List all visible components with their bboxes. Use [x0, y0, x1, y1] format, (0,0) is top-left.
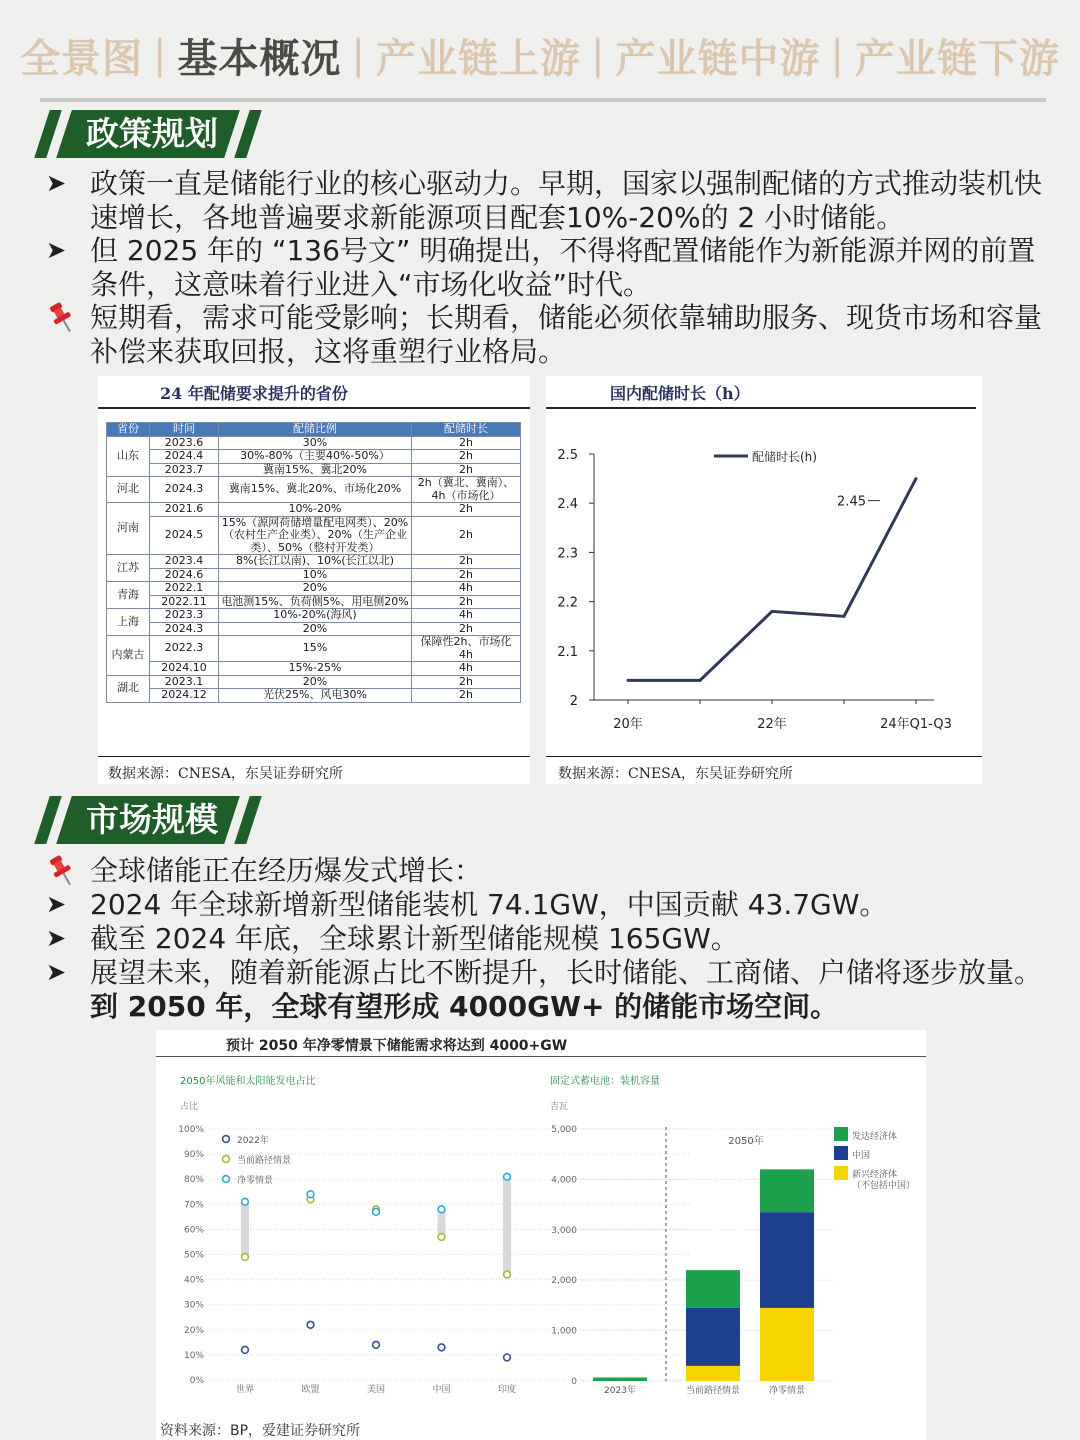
table-row [107, 609, 521, 623]
ratio-cell: 30% [219, 436, 412, 450]
province-requirements-panel [98, 376, 530, 784]
bar-y-tick-label: 0 [571, 1377, 577, 1387]
province-cell: 上海 [107, 609, 150, 636]
section-title-text: 政策规划 [86, 114, 218, 153]
nav-divider [40, 98, 1046, 102]
time-cell: 2023.1 [150, 675, 219, 689]
pushpin-icon [46, 854, 76, 888]
province-cell: 青海 [107, 582, 150, 609]
time-cell: 2023.4 [150, 555, 219, 569]
paragraph-normal-text: 展望未来，随着新能源占比不断提升，长时储能、工商储、户储将逐步放量。 [90, 956, 1043, 989]
table-row [107, 622, 521, 636]
paragraph-text [90, 956, 1050, 1023]
ratio-cell: 10%-20% [219, 503, 412, 517]
scatter-y-tick-label: 60% [183, 1225, 204, 1236]
duration-cell: 2h [412, 450, 521, 464]
scatter-range-bar [503, 1177, 511, 1275]
paragraph-text: 全球储能正在经历爆发式增长： [90, 854, 483, 887]
scatter-legend-marker [223, 1156, 230, 1163]
arrow-bullet-icon: ➤ [46, 169, 67, 197]
scatter-point [438, 1344, 445, 1351]
legend-label: 配储时长(h) [752, 450, 817, 464]
duration-point [699, 679, 702, 682]
scatter-y-tick-label: 0% [189, 1376, 204, 1386]
ratio-cell: 冀南15%、冀北20% [219, 463, 412, 477]
scatter-y-tick-label: 20% [183, 1325, 204, 1336]
province-cell: 湖北 [107, 675, 150, 702]
ratio-cell: 15%（源网荷储增量配电网类）、20%（农村生产企业类）、20%（生产企业类）、50%（整村开发类） [219, 516, 412, 555]
arrow-bullet-icon: ➤ [46, 924, 67, 952]
scatter-point [438, 1206, 445, 1213]
bar-legend-label [852, 1168, 915, 1191]
time-cell: 2024.3 [150, 622, 219, 636]
nav-item-overview[interactable]: 全景图 [20, 35, 144, 82]
pushpin-icon [46, 301, 76, 335]
scatter-x-tick-label: 世界 [235, 1385, 255, 1395]
duration-cell: 2h（冀北、冀南）、4h（市场化） [412, 477, 521, 503]
province-cell: 内蒙古 [107, 636, 150, 676]
scatter-point [307, 1321, 314, 1328]
y-tick-label: 2.2 [557, 595, 578, 611]
duration-line [628, 479, 916, 681]
scatter-legend-label: 2022年 [237, 1136, 269, 1146]
table-title: 24 年配储要求提升的省份 [160, 384, 348, 403]
bar-y-tick-label: 4,000 [551, 1175, 577, 1186]
section-title-policy [38, 110, 258, 158]
scatter-x-tick-label: 欧盟 [301, 1385, 320, 1395]
paragraph-text: 2024 年全球新增新型储能装机 74.1GW，中国贡献 43.7GW。 [90, 888, 888, 921]
bar-legend-swatch [834, 1146, 848, 1160]
ratio-cell: 光伏25%、风电30% [219, 689, 412, 703]
duration-cell: 2h [412, 675, 521, 689]
bar-legend-swatch [834, 1127, 848, 1141]
scatter-point [242, 1346, 249, 1353]
x-tick-label: 24年Q1-Q3 [880, 717, 952, 732]
table-header: 配储比例 [219, 423, 412, 437]
duration-cell: 2h [412, 622, 521, 636]
scatter-point [242, 1198, 249, 1205]
scatter-point [504, 1173, 511, 1180]
bar-legend-label: 中国 [852, 1151, 871, 1161]
time-cell: 2022.3 [150, 636, 219, 662]
x-tick-label: 22年 [757, 717, 787, 732]
bar-y-tick-label: 3,000 [551, 1225, 577, 1236]
ratio-cell: 10% [219, 568, 412, 582]
duration-cell: 保障性2h、市场化4h [412, 636, 521, 662]
province-cell: 山东 [107, 436, 150, 477]
nav-separator: | [830, 32, 845, 78]
scatter-point [373, 1341, 380, 1348]
table-header: 省份 [107, 423, 150, 437]
table-row [107, 662, 521, 676]
scatter-x-tick-label: 印度 [497, 1385, 517, 1395]
bp-title-rule [156, 1056, 926, 1057]
time-cell: 2022.11 [150, 595, 219, 609]
x-tick-label: 20年 [613, 717, 643, 732]
nav-item-upstream[interactable]: 产业链上游 [376, 35, 581, 82]
duration-cell: 2h [412, 689, 521, 703]
bar-x-tick-label: 净零情景 [768, 1386, 806, 1396]
storage-duration-panel [546, 376, 982, 784]
bar-legend-label: 发达经济体 [852, 1132, 898, 1142]
duration-cell: 4h [412, 609, 521, 623]
table-header: 配储时长 [412, 423, 521, 437]
bp-panel-title: 预计 2050 年净零情景下储能需求将达到 4000+GW [226, 1038, 568, 1054]
arrow-bullet-icon: ➤ [46, 958, 67, 986]
duration-cell: 2h [412, 595, 521, 609]
duration-cell: 2h [412, 503, 521, 517]
paragraph-text: 截至 2024 年底，全球累计新型储能规模 165GW。 [90, 922, 739, 955]
nav-item-midstream[interactable]: 产业链中游 [615, 35, 821, 82]
duration-point [915, 477, 918, 480]
time-cell: 2021.6 [150, 503, 219, 517]
table-row [107, 516, 521, 555]
table-header: 时间 [150, 423, 219, 437]
line-chart-title: 国内配储时长（h） [610, 384, 750, 403]
bar-x-tick-label: 2023年 [604, 1386, 636, 1396]
bp-forecast-charts [156, 1058, 926, 1428]
time-cell: 2024.10 [150, 662, 219, 676]
scatter-range-bar [241, 1202, 249, 1257]
scatter-x-tick-label: 美国 [366, 1385, 386, 1395]
scatter-point [307, 1191, 314, 1198]
bar-ylabel: 吉瓦 [550, 1102, 569, 1112]
table-row [107, 477, 521, 503]
time-cell: 2023.7 [150, 463, 219, 477]
bar-legend-label-line: （不包括中国） [852, 1181, 916, 1191]
time-cell: 2024.6 [150, 568, 219, 582]
time-cell: 2022.1 [150, 582, 219, 596]
scatter-y-tick-label: 90% [183, 1150, 204, 1161]
scatter-legend-label: 当前路径情景 [237, 1156, 292, 1166]
bar-segment [760, 1308, 814, 1381]
scatter-legend-marker [223, 1136, 230, 1143]
ratio-cell: 15% [219, 636, 412, 662]
line-chart-source: 数据来源：CNESA，东吴证券研究所 [558, 766, 793, 782]
province-cell: 江苏 [107, 555, 150, 582]
arrow-bullet-icon: ➤ [46, 890, 67, 918]
y-tick-label: 2.5 [557, 448, 578, 463]
nav-item-basics[interactable]: 基本概况 [177, 35, 342, 82]
scatter-legend-marker [223, 1176, 230, 1183]
bar-x-tick-label: 当前路径情景 [685, 1386, 741, 1396]
bar-segment [760, 1169, 814, 1212]
table-row [107, 450, 521, 464]
table-row [107, 568, 521, 582]
province-table-wrapper [106, 422, 521, 703]
bar-legend-label-line: 新兴经济体 [852, 1170, 898, 1180]
scatter-y-tick-label: 80% [183, 1175, 204, 1186]
table-row [107, 636, 521, 662]
bp-source: 资料来源：BP，爱建证券研究所 [160, 1423, 361, 1439]
annotation-label: 2.45 [837, 494, 866, 510]
paragraph-text: 但 2025 年的 “136号文” 明确提出，不得将配置储能作为新能源并网的前置条件，这意味着行业进入“市场化收益”时代。 [90, 234, 1036, 301]
scatter-y-tick-label: 50% [183, 1250, 204, 1261]
bar-segment [760, 1212, 814, 1308]
scatter-title: 2050年风能和太阳能发电占比 [180, 1076, 316, 1087]
ratio-cell: 20% [219, 582, 412, 596]
ratio-cell: 8%(长江以南)、10%(长江以北) [219, 555, 412, 569]
bar-segment [593, 1377, 647, 1381]
ratio-cell: 电池测15%、负荷侧5%、用电侧20% [219, 595, 412, 609]
bar-y-tick-label: 2,000 [551, 1276, 577, 1287]
paragraph-text: 短期看，需求可能受影响；长期看，储能必须依靠辅助服务、现货市场和容量补偿来获取回报，这将重塑行业格局。 [90, 301, 1043, 368]
ratio-cell: 15%-25% [219, 662, 412, 676]
time-cell: 2024.5 [150, 516, 219, 555]
time-cell: 2023.6 [150, 436, 219, 450]
table-row [107, 436, 521, 450]
duration-point [843, 615, 846, 618]
province-cell: 河北 [107, 477, 150, 503]
table-row [107, 595, 521, 609]
nav-separator: | [591, 32, 606, 78]
section-title-text: 市场规模 [86, 800, 218, 839]
bar-legend-swatch [834, 1166, 848, 1180]
scatter-point [242, 1254, 249, 1261]
bar-segment [686, 1308, 740, 1366]
table-row [107, 675, 521, 689]
duration-cell: 4h [412, 582, 521, 596]
ratio-cell: 10%-20%(海风) [219, 609, 412, 623]
bp-forecast-panel [156, 1030, 926, 1440]
arrow-bullet-icon: ➤ [46, 236, 67, 264]
scatter-point [504, 1271, 511, 1278]
bar-segment [686, 1270, 740, 1308]
nav-item-downstream[interactable]: 产业链下游 [854, 35, 1060, 82]
bar-segment [686, 1366, 740, 1381]
table-row [107, 503, 521, 517]
table-row [107, 689, 521, 703]
province-table [106, 422, 521, 703]
duration-cell: 2h [412, 555, 521, 569]
y-tick-label: 2.1 [557, 644, 578, 660]
ratio-cell: 20% [219, 675, 412, 689]
table-source-rule [98, 756, 530, 757]
table-row [107, 582, 521, 596]
time-cell: 2024.4 [150, 450, 219, 464]
scatter-y-tick-label: 70% [183, 1200, 204, 1211]
ratio-cell: 20% [219, 622, 412, 636]
scatter-y-tick-label: 100% [178, 1125, 204, 1135]
duration-cell: 2h [412, 463, 521, 477]
nav-separator: | [351, 32, 366, 78]
time-cell: 2023.3 [150, 609, 219, 623]
scatter-point [373, 1208, 380, 1215]
time-cell: 2024.3 [150, 477, 219, 503]
duration-cell: 4h [412, 662, 521, 676]
bar-y-tick-label: 5,000 [551, 1125, 577, 1135]
line-title-rule [546, 407, 976, 409]
y-tick-label: 2 [569, 694, 578, 709]
bar-annotation: 2050年 [728, 1136, 764, 1147]
table-title-rule [98, 407, 530, 409]
scatter-y-tick-label: 10% [183, 1350, 204, 1361]
table-row [107, 555, 521, 569]
duration-cell: 2h [412, 516, 521, 555]
y-tick-label: 2.4 [557, 497, 578, 513]
table-row [107, 463, 521, 477]
scatter-x-tick-label: 中国 [432, 1385, 451, 1395]
scatter-legend-label: 净零情景 [237, 1176, 274, 1186]
time-cell: 2024.12 [150, 689, 219, 703]
scatter-point [504, 1354, 511, 1361]
duration-cell: 2h [412, 436, 521, 450]
paragraph-emphasis-text: 到 2050 年，全球有望形成 4000GW+ 的储能市场空间。 [90, 989, 839, 1023]
scatter-y-tick-label: 30% [183, 1300, 204, 1311]
duration-point [771, 610, 774, 613]
scatter-ylabel: 占比 [180, 1102, 199, 1112]
table-source: 数据来源：CNESA，东吴证券研究所 [108, 766, 343, 782]
ratio-cell: 30%-80%（主要40%-50%） [219, 450, 412, 464]
y-tick-label: 2.3 [557, 546, 578, 562]
scatter-point [438, 1234, 445, 1241]
top-navigation [0, 18, 1080, 92]
duration-cell: 2h [412, 568, 521, 582]
bar-title: 固定式蓄电池：装机容量 [550, 1076, 660, 1087]
line-source-rule [546, 756, 982, 757]
bar-y-tick-label: 1,000 [551, 1326, 577, 1337]
province-cell: 河南 [107, 503, 150, 555]
section-title-market [38, 796, 258, 844]
paragraph-text: 政策一直是储能行业的核心驱动力。早期，国家以强制配储的方式推动装机快速增长，各地普遍要求新能源项目配套10%-20%的 2 小时储能。 [90, 167, 1043, 234]
duration-point [627, 679, 630, 682]
ratio-cell: 冀南15%、冀北20%、市场化20% [219, 477, 412, 503]
storage-duration-chart [546, 416, 982, 756]
scatter-y-tick-label: 40% [183, 1275, 204, 1286]
nav-separator: | [153, 32, 168, 78]
